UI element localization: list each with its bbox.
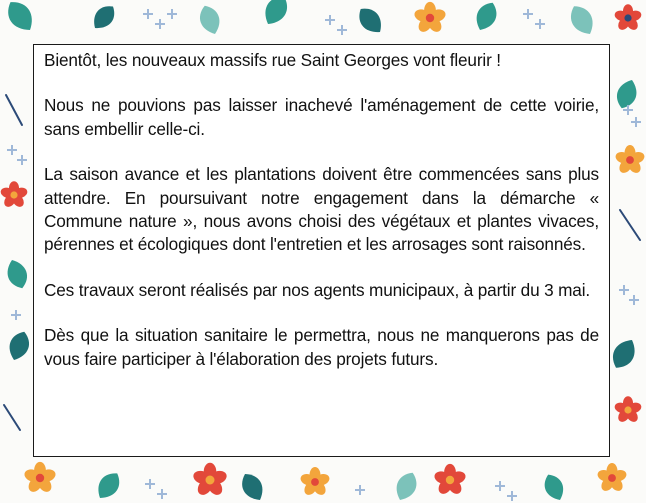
sparkle-cross-icon bbox=[629, 295, 639, 305]
notice-panel bbox=[33, 44, 610, 457]
leaf-icon bbox=[613, 77, 641, 112]
sparkle-cross-icon bbox=[17, 155, 27, 165]
sparkle-cross-icon bbox=[11, 310, 21, 320]
sparkle-cross-icon bbox=[155, 19, 165, 29]
sparkle-cross-icon bbox=[7, 145, 17, 155]
flower-icon bbox=[596, 463, 628, 493]
sparkle-cross-icon bbox=[355, 485, 365, 495]
notice-paragraph-headline: Bientôt, les nouveaux massifs rue Saint Georges vont fleurir ! bbox=[44, 50, 501, 70]
leaf-icon bbox=[2, 0, 39, 36]
leaf-icon bbox=[88, 1, 120, 34]
notice-paragraph-street: Nous ne pouvions pas laisser inachevé l'aménagement de cette voirie, sans embellir celle-ci. bbox=[44, 95, 599, 139]
sparkle-cross-icon bbox=[535, 19, 545, 29]
leaf-icon bbox=[607, 335, 640, 373]
stem-line bbox=[620, 210, 640, 240]
flower-icon bbox=[192, 463, 229, 498]
notice-paragraph-plantings: La saison avance et les plantations doivent être commencées sans plus attendre. En poursuivant notre engagement dans la démarche « Commune nature », nous avons choisi des végétaux et plantes vivaces, pérennes et écologiques dont l'entretien et les arrosages sont raisonnés. bbox=[44, 164, 599, 255]
sparkle-cross-icon bbox=[145, 479, 155, 489]
sparkle-cross-icon bbox=[495, 481, 505, 491]
leaf-icon bbox=[92, 468, 125, 503]
stem-line bbox=[6, 95, 22, 125]
leaf-icon bbox=[237, 469, 268, 503]
leaf-icon bbox=[353, 3, 387, 38]
leaf-icon bbox=[565, 1, 598, 39]
sparkle-cross-icon bbox=[523, 9, 533, 19]
stem-line bbox=[4, 405, 20, 430]
sparkle-cross-icon bbox=[143, 9, 153, 19]
flower-icon bbox=[433, 464, 467, 497]
leaf-icon bbox=[259, 0, 292, 29]
leaf-icon bbox=[391, 469, 421, 503]
sparkle-cross-icon bbox=[619, 285, 629, 295]
leaf-icon bbox=[3, 257, 31, 292]
notice-paragraph-works: Ces travaux seront réalisés par nos agents municipaux, à partir du 3 mai. bbox=[44, 279, 591, 300]
leaf-icon bbox=[196, 3, 224, 38]
flower-icon bbox=[0, 181, 29, 209]
sparkle-cross-icon bbox=[631, 117, 641, 127]
flower-icon bbox=[23, 462, 57, 495]
sparkle-cross-icon bbox=[157, 489, 167, 499]
flower-icon bbox=[613, 396, 642, 424]
flower-icon bbox=[614, 145, 646, 175]
notice-paragraph-future: Dès que la situation sanitaire le permettra, nous ne manquerons pas de vous faire participer à l'élaboration des projets futurs. bbox=[44, 325, 599, 369]
leaf-icon bbox=[471, 0, 501, 34]
flower-icon bbox=[299, 467, 331, 497]
sparkle-cross-icon bbox=[325, 15, 335, 25]
leaf-icon bbox=[5, 329, 33, 364]
sparkle-cross-icon bbox=[507, 491, 517, 501]
leaf-icon bbox=[540, 471, 568, 503]
sparkle-cross-icon bbox=[337, 25, 347, 35]
flower-icon bbox=[413, 2, 447, 35]
flower-icon bbox=[613, 4, 642, 32]
sparkle-cross-icon bbox=[167, 9, 177, 19]
